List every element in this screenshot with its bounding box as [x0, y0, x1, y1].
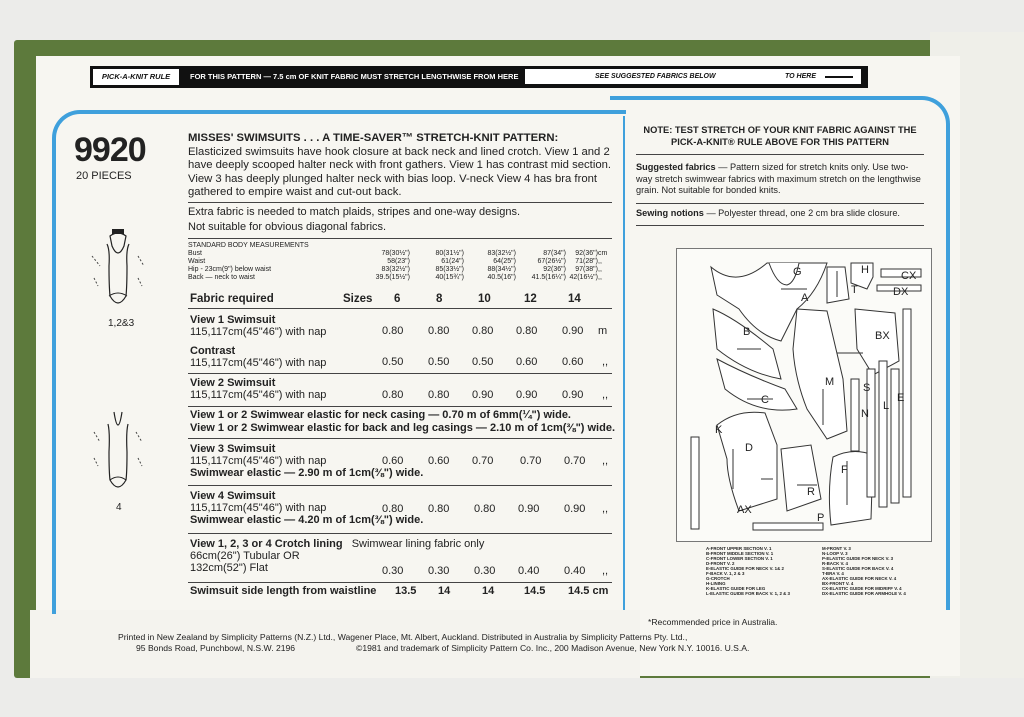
bust-label: Bust [188, 250, 203, 257]
body-measurement-labels [188, 242, 309, 282]
divider-line [188, 582, 612, 583]
piece-l-back-guide [879, 361, 890, 507]
piece-k-leg-guide [691, 437, 699, 529]
piece-ax-neck-guide [753, 523, 823, 530]
suggested-fabrics-text: — Pattern sized for stretch knits only. Use two-way stretch swimwear fabrics with maximum stretch on the lengthwise grain. Not suitable for bonded knits. [636, 162, 921, 195]
recommended-price-note: *Recommended price in Australia. [648, 617, 778, 627]
label-p: P [817, 512, 825, 524]
stretch-test-note: NOTE: TEST STRETCH OF YOUR KNIT FABRIC AGAINST THE PICK-A-KNIT® RULE ABOVE FOR THIS PATTERN [643, 125, 917, 147]
contrast-size-8: 0.50 [428, 356, 450, 368]
label-d: D [745, 442, 753, 454]
legend-item: DX-ELASTIC GUIDE FOR ARMHOLE V. 4 [822, 591, 906, 596]
label-ax: AX [737, 504, 752, 516]
bust-size-6: 78(30½") [381, 250, 410, 257]
sewing-notions-text: — Polyester thread, one 2 cm bra slide closure. [703, 208, 900, 218]
view-1-unit: m [598, 325, 608, 337]
waist-size-14: 71(28") [575, 258, 598, 265]
view-4-size-14: 0.90 [564, 503, 586, 515]
stretch-instruction: FOR THIS PATTERN — 7.5 cm OF KNIT FABRIC MUST STRETCH LENGTHWISE FROM HERE [190, 72, 519, 81]
size-10-header: 10 [478, 293, 491, 305]
view-4-size-12: 0.90 [518, 503, 540, 515]
view-3-size-12: 0.70 [520, 455, 542, 467]
legend-item: L-ELASTIC GUIDE FOR BACK V. 1, 2 & 3 [706, 591, 791, 596]
divider-line [188, 308, 612, 309]
legend-item: M-FRONT V. 3 [822, 546, 851, 551]
row-title: View 3 Swimsuit [190, 443, 276, 455]
row-fabric-flat: 132cm(52") Flat [190, 562, 268, 574]
side-length-size-6: 13.5 [395, 585, 417, 597]
row-fabric: 115,117cm(45"46") with nap [190, 502, 327, 514]
hip-label: Hip - 23cm(9") below waist [188, 266, 272, 273]
ditto-mark: ,, [598, 266, 602, 273]
bust-size-8: 80(31½") [435, 250, 464, 257]
label-k: K [715, 424, 723, 436]
lining-note: Swimwear lining fabric only [351, 538, 485, 550]
measurement-column-size-14 [560, 250, 598, 282]
legend-item: E-ELASTIC GUIDE FOR NECK V. 1& 2 [706, 566, 784, 571]
contrast-size-10: 0.50 [472, 356, 494, 368]
legend-item: F-BACK V. 1, 2 & 3 [706, 571, 745, 576]
waist-size-6: 58(23") [387, 258, 410, 265]
piece-f-back [829, 451, 873, 525]
label-bx: BX [875, 330, 890, 342]
view-2-size-14: 0.90 [562, 389, 584, 401]
measurements-heading: STANDARD BODY MEASUREMENTS [188, 242, 309, 249]
legend-item: H-LINING [706, 581, 726, 586]
divider-line [188, 238, 612, 239]
extra-fabric-note: Extra fabric is needed to match plaids, stripes and one-way designs. [188, 206, 521, 218]
contrast-unit: ,, [602, 356, 609, 368]
ditto-mark: ,, [598, 258, 602, 265]
lining-unit: ,, [602, 565, 609, 577]
label-b: B [743, 326, 751, 338]
piece-r-back [781, 445, 821, 511]
back-size-12: 41.5(16¼") [531, 274, 566, 281]
back-size-14: 42(16½") [569, 274, 598, 281]
row-title: View 1, 2, 3 or 4 Crotch lining [190, 538, 343, 550]
label-a: A [801, 292, 809, 304]
lining-size-10: 0.30 [474, 565, 496, 577]
side-length-label: Swimsuit side length from waistline [190, 585, 377, 597]
view-2-size-6: 0.80 [382, 389, 404, 401]
suggested-fabrics-label: Suggested fabrics [636, 162, 716, 172]
row-title: View 4 Swimsuit [190, 490, 276, 502]
waist-label: Waist [188, 258, 206, 265]
row-title: View 2 Swimsuit [190, 377, 276, 389]
piece-m-front [793, 309, 847, 439]
label-l: L [883, 400, 890, 412]
row-fabric: 115,117cm(45"46") with nap [190, 326, 327, 338]
neck-elastic-note [190, 409, 571, 421]
view-1-size-10: 0.80 [472, 325, 494, 337]
size-8-header: 8 [436, 293, 443, 305]
view-1-size-14: 0.90 [562, 325, 584, 337]
pieces-legend-right [822, 546, 906, 596]
diagonal-note: Not suitable for obvious diagonal fabrics. [188, 221, 387, 233]
legend-item: C-FRONT LOWER SECTION V. 1 [706, 556, 773, 561]
piece-bx-front [855, 309, 899, 375]
pattern-description [188, 132, 614, 200]
side-length-size-8: 14 [438, 585, 451, 597]
side-length-size-14: 14.5 cm [568, 585, 609, 597]
extra-notes [188, 205, 520, 235]
legend-item: R-BACK V. 4 [822, 561, 848, 566]
divider-line [188, 533, 612, 534]
bust-size-14: 92(36") [575, 250, 598, 257]
bust-size-10: 83(32½") [487, 250, 516, 257]
row-title: View 1 Swimsuit [190, 314, 276, 326]
back-size-10: 40.5(16") [487, 274, 516, 281]
view-2-unit: ,, [602, 389, 609, 401]
legend-item: K-ELASTIC GUIDE FOR LEG [706, 586, 766, 591]
divider-line [188, 406, 612, 407]
pieces-legend-left [706, 546, 790, 596]
label-h: H [861, 264, 869, 276]
contrast-row [190, 345, 326, 369]
hip-size-14: 97(38") [575, 266, 598, 273]
row-fabric: 115,117cm(45"46") with nap [190, 357, 327, 369]
legend-item: A-FRONT UPPER SECTION V. 1 [706, 546, 772, 551]
label-dx: DX [893, 286, 909, 298]
contrast-size-14: 0.60 [562, 356, 584, 368]
view-1-size-12: 0.80 [516, 325, 538, 337]
view-4-unit: ,, [602, 503, 609, 515]
sewing-notions-label: Sewing notions [636, 208, 704, 218]
sizes-label: Sizes [343, 293, 373, 305]
contrast-size-12: 0.60 [516, 356, 538, 368]
piece-count: 20 PIECES [76, 170, 132, 182]
divider-line [188, 438, 612, 439]
legend-item: AX-ELASTIC GUIDE FOR NECK V. 4 [822, 576, 897, 581]
label-e: E [897, 392, 905, 404]
pattern-number: 9920 [74, 131, 146, 169]
back-elastic-note [190, 422, 615, 434]
legend-item: B-FRONT MIDDLE SECTION V. 1 [706, 551, 774, 556]
waist-size-12: 67(26½") [537, 258, 566, 265]
size-14-header: 14 [568, 293, 581, 305]
view-3-size-14: 0.70 [564, 455, 586, 467]
legend-item: CX-ELASTIC GUIDE FOR MIDRIFF V. 4 [822, 586, 902, 591]
measurement-column-size-8 [414, 250, 464, 282]
legend-item: T-BRA V. 4 [822, 571, 844, 576]
contrast-size-6: 0.50 [382, 356, 404, 368]
piece-t-bra [827, 267, 849, 303]
side-length-size-12: 14.5 [524, 585, 546, 597]
piece-n-loop [851, 379, 859, 451]
back-label: Back — neck to waist [188, 274, 255, 281]
publisher-line-1: Printed in New Zealand by Simplicity Patterns (N.Z.) Ltd., Wagener Place, Mt. Albert, Auckland. Distributed in Australia by Simplicity Patterns Pty. Ltd., [118, 632, 688, 642]
waist-size-8: 61(24") [441, 258, 464, 265]
divider-line [636, 225, 924, 226]
row-fabric: 115,117cm(45"46") with nap [190, 389, 327, 401]
bust-size-12: 87(34") [543, 250, 566, 257]
pattern-title: MISSES' SWIMSUITS . . . A TIME-SAVER™ STRETCH-KNIT PATTERN: [188, 132, 559, 144]
pattern-description-text: Elasticized swimsuits have hook closure at back neck and lined crotch. View 1 and 2 have deeply scooped halter neck with front gathers. View 1 has contrast mid section. View 3 has deeply plunged halter neck with bias loop. V-neck View 4 has bra front gathered to empire waist and cut-out back. [188, 145, 612, 199]
suggested-fabrics [636, 162, 924, 197]
divider-line [636, 203, 924, 204]
view-2-size-8: 0.80 [428, 389, 450, 401]
lining-size-12: 0.40 [518, 565, 540, 577]
view-1-size-8: 0.80 [428, 325, 450, 337]
legend-item: BX-FRONT V. 4 [822, 581, 854, 586]
right-arrow-icon [825, 76, 853, 78]
lining-size-6: 0.30 [382, 565, 404, 577]
ditto-mark: ,, [598, 274, 602, 281]
figure-label-views-1-2-3: 1,2&3 [108, 318, 135, 329]
measurement-column-size-6 [358, 250, 410, 282]
fabric-required-heading: Fabric required [190, 293, 274, 305]
view-1-size-6: 0.80 [382, 325, 404, 337]
legend-item: D-FRONT V. 2 [706, 561, 735, 566]
legend-item: P-ELASTIC GUIDE FOR NECK V. 3 [822, 556, 894, 561]
back-size-6: 39.5(15½") [375, 274, 410, 281]
label-t: T [851, 284, 858, 296]
side-length-size-10: 14 [482, 585, 495, 597]
view-3-size-10: 0.70 [472, 455, 494, 467]
divider-line [188, 485, 612, 486]
sewing-notions [636, 208, 924, 220]
hip-size-10: 88(34½") [487, 266, 516, 273]
view-3-elastic: Swimwear elastic — 2.90 m of 1cm(⅜") wide. [190, 467, 424, 479]
measurement-column-size-12 [514, 250, 566, 282]
piece-d-front [717, 412, 777, 511]
measurement-unit: cm [598, 250, 608, 257]
legend-item: S-ELASTIC GUIDE FOR BACK V. 4 [822, 566, 894, 571]
size-6-header: 6 [394, 293, 401, 305]
label-r: R [807, 486, 815, 498]
back-size-8: 40(15¾") [435, 274, 464, 281]
row-fabric: 115,117cm(45"46") with nap [190, 455, 327, 467]
label-cx: CX [901, 270, 917, 282]
hip-size-8: 85(33½") [435, 266, 464, 273]
divider-line [636, 154, 924, 155]
view-4-size-8: 0.80 [428, 503, 450, 515]
legend-item: G-CROTCH [706, 576, 730, 581]
hip-size-12: 92(36") [543, 266, 566, 273]
suggested-fabrics-text: SEE SUGGESTED FABRICS BELOW [595, 73, 716, 80]
label-f: F [841, 464, 848, 476]
view-3-size-8: 0.60 [428, 455, 450, 467]
lining-size-14: 0.40 [564, 565, 586, 577]
figure-label-view-4: 4 [116, 502, 122, 513]
label-n: N [861, 408, 869, 420]
divider-line [188, 202, 612, 203]
label-s: S [863, 382, 871, 394]
measurement-unit-column [598, 250, 612, 282]
view-4-size-10: 0.80 [474, 503, 496, 515]
label-c: C [761, 394, 769, 406]
to-here-text: TO HERE [785, 73, 816, 80]
pick-a-knit-rule-label: PICK-A-KNIT RULE [92, 68, 180, 86]
legend-item: N-LOOP V. 3 [822, 551, 848, 556]
row-title: Contrast [190, 345, 236, 357]
column-divider [623, 116, 625, 610]
swimsuit-view-4-icon [88, 408, 148, 502]
pattern-pieces-diagram [676, 248, 932, 542]
piece-e-neck-guide [891, 369, 899, 503]
view-4-size-6: 0.80 [382, 503, 404, 515]
measurement-column-size-10 [466, 250, 516, 282]
view-4-elastic: Swimwear elastic — 4.20 m of 1cm(⅜") wide. [190, 514, 424, 526]
pick-a-knit-rule-bar [90, 66, 868, 88]
view-3-unit: ,, [602, 455, 609, 467]
lining-size-8: 0.30 [428, 565, 450, 577]
publisher-line-2a: 95 Bonds Road, Punchbowl, N.S.W. 2196 [136, 643, 296, 653]
view-2-row [190, 377, 326, 401]
stretch-scale [525, 69, 861, 84]
label-g: G [793, 266, 802, 278]
divider-line [188, 373, 612, 374]
back-elastic-text: View 1 or 2 Swimwear elastic for back and leg casings — 2.10 m of 1cm(⅜") wide. [190, 422, 616, 434]
hip-size-6: 83(32½") [381, 266, 410, 273]
view-1-row [190, 314, 326, 338]
view-2-size-10: 0.90 [472, 389, 494, 401]
view-3-size-6: 0.60 [382, 455, 404, 467]
waist-size-10: 64(25") [493, 258, 516, 265]
row-fabric-tubular: 66cm(26") Tubular OR [190, 550, 300, 562]
view-2-size-12: 0.90 [516, 389, 538, 401]
publisher-line-2b: ©1981 and trademark of Simplicity Pattern Co. Inc., 200 Madison Avenue, New York N.Y. 10016. U.S.A. [356, 643, 750, 653]
label-m: M [825, 376, 835, 388]
size-12-header: 12 [524, 293, 537, 305]
neck-elastic-text: View 1 or 2 Swimwear elastic for neck casing — 0.70 m of 6mm(¼") wide. [190, 409, 571, 421]
side-length-row [190, 585, 376, 597]
swimsuit-views-1-2-3-icon [88, 226, 148, 320]
